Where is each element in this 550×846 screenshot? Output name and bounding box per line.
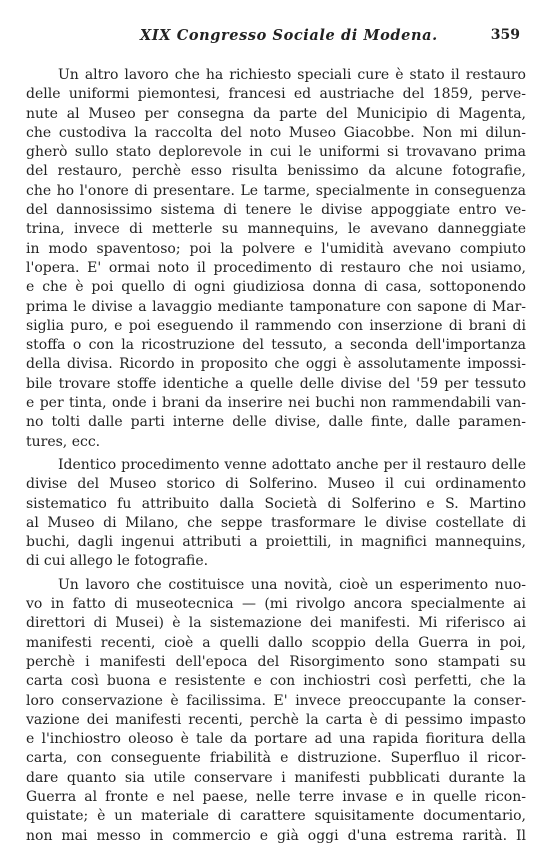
- text-line: perchè i manifesti dell'epoca del Risorgimento sono stampati su: [26, 653, 526, 670]
- text-line: divise del Museo storico di Solferino. Museo il cui ordinamento: [26, 476, 526, 493]
- text-line: che custodiva la raccolta del noto Museo Giacobbe. Non mi dilun-: [26, 124, 526, 141]
- paragraph: [26, 66, 526, 452]
- text-line: Un altro lavoro che ha richiesto speciali cure è stato il restauro: [58, 67, 526, 83]
- text-line: direttori di Musei) è la sistemazione dei manifesti. Mi riferisco ai: [26, 615, 526, 632]
- text-line: al Museo di Milano, che seppe trasformare le divise costellate di: [26, 514, 526, 531]
- body-text: [26, 66, 526, 846]
- text-line: dare quanto sia utile conservare i manifesti pubblicati durante la: [26, 769, 526, 786]
- text-line: e per tinta, onde i brani da inserire nei buchi non rammendabili van-: [26, 395, 526, 412]
- text-line: gherò sullo stato deplorevole in cui le uniformi si trovavano prima: [26, 144, 526, 161]
- text-line: non mai messo in commercio e già oggi d'una estrema rarità. Il: [26, 827, 526, 844]
- text-line: Identico procedimento venne adottato anche per il restauro delle: [58, 456, 526, 473]
- text-line: in modo spaventoso; poi la polvere e l'umidità avevano compiuto: [26, 240, 526, 257]
- text-line: Un lavoro che costituisce una novità, cioè un esperimento nuo-: [58, 576, 526, 593]
- text-line: Guerra al fronte e nel paese, nelle terre invase e in quelle ricon-: [26, 788, 526, 805]
- paragraph: [26, 456, 526, 572]
- text-line: vazione dei manifesti recenti, perchè la carta è di pessimo impasto: [26, 711, 526, 728]
- text-line: che ho l'onore di presentare. Le tarme, specialmente in conseguenza: [26, 182, 526, 199]
- text-line: vo in fatto di museotecnica — (mi rivolgo ancora specialmente ai: [26, 596, 526, 613]
- running-header: [0, 27, 550, 49]
- text-line: quistate; è un materiale di carattere squisitamente documentario,: [26, 808, 526, 825]
- text-line: e l'inchiostro oleoso è tale da portare ad una rapida fioritura della: [26, 731, 526, 748]
- text-line: loro conservazione è facilissima. E' invece preoccupante la conser-: [26, 692, 526, 709]
- text-line: prima le divise a lavaggio mediante tamponature con sapone di Mar-: [26, 298, 526, 315]
- text-line: nute al Museo per consegna da parte del Municipio di Magenta,: [26, 105, 526, 122]
- text-line: stoffa o con la ricostruzione del tessuto, a seconda dell'importanza: [26, 337, 526, 354]
- text-line: manifesti recenti, cioè a quelli dallo scoppio della Guerra in poi,: [26, 634, 526, 651]
- text-line: delle uniformi piemontesi, francesi ed austriache del 1859, perve-: [26, 86, 526, 103]
- text-line: buchi, dagli ingenui attributi a proiettili, in magnifici mannequins,: [26, 534, 526, 551]
- text-line: tures, ecc.: [26, 433, 101, 450]
- text-line: di cui allego le fotografie.: [26, 553, 209, 570]
- text-line: no tolti dalle parti interne delle divise, dalle finte, dalle paramen-: [26, 414, 526, 431]
- text-line: carta, con conseguente friabilità e distruzione. Superfluo il ricor-: [26, 750, 526, 767]
- text-line: l'opera. E' ormai noto il procedimento di restauro che noi usiamo,: [26, 259, 526, 276]
- text-line: sistematico fu attribuito dalla Società di Solferino e S. Martino: [26, 495, 526, 512]
- text-line: del dannosissimo sistema di tenere le divise appoggiate entro ve-: [26, 202, 526, 219]
- text-line: del restauro, perchè esso risulta benissimo da alcune fotografie,: [26, 163, 526, 180]
- text-line: bile trovare stoffe identiche a quelle delle divise del '59 per tessuto: [26, 375, 526, 392]
- text-line: trina, invece di metterle su mannequins, le avevano danneggiate: [26, 221, 526, 238]
- header-title: XIX Congresso Sociale di Modena.: [140, 27, 438, 44]
- text-line: siglia puro, e poi eseguendo il rammendo con inserzione di brani di: [26, 317, 526, 334]
- text-line: carta così buona e resistente e con inchiostri così perfetti, che la: [26, 673, 526, 690]
- text-line: e che è poi quello di ogni giudiziosa donna di casa, sottoponendo: [26, 279, 526, 296]
- page-number: 359: [490, 27, 520, 43]
- text-line: della divisa. Ricordo in proposito che oggi è assolutamente impossi-: [26, 356, 526, 373]
- paragraph: [26, 576, 526, 846]
